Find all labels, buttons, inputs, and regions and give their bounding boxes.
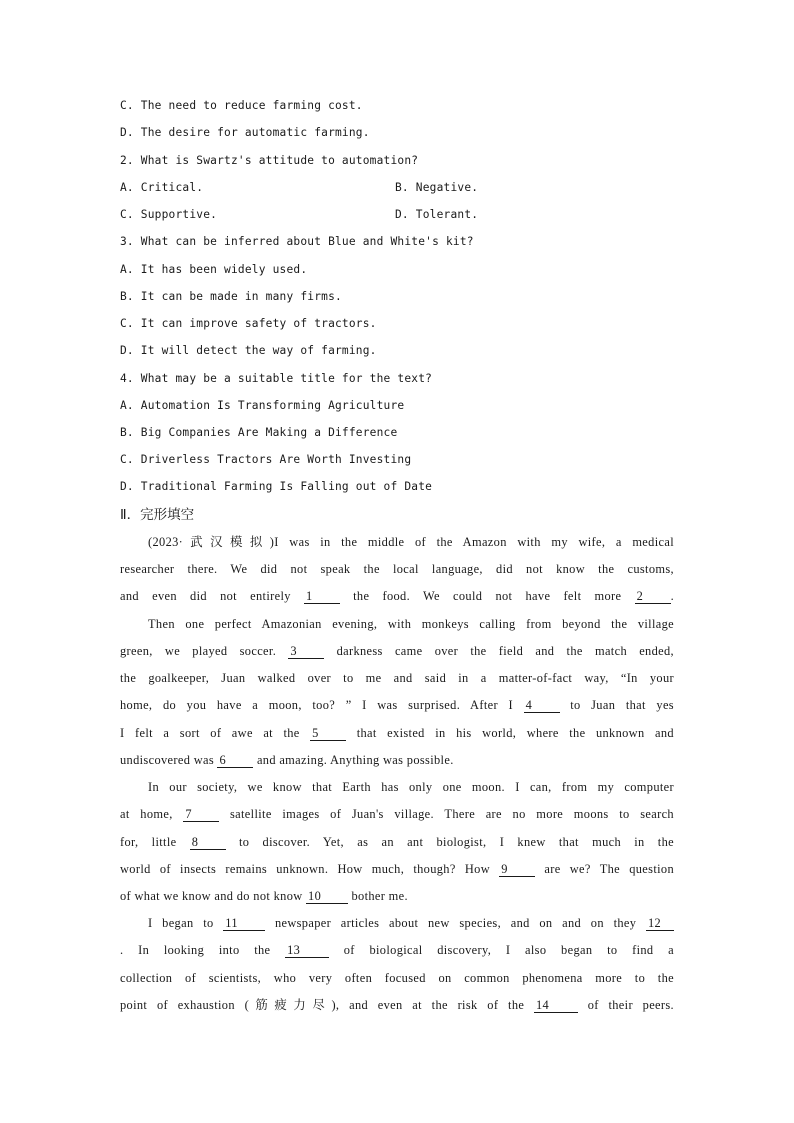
passage-line [120, 997, 674, 1013]
passage-text: . [670, 589, 675, 603]
cloze-blank-4[interactable]: 4 [524, 698, 560, 713]
passage-text: green, we played soccer. [120, 644, 277, 658]
q2-option-a: A. Critical. [120, 181, 204, 194]
passage-text: point of exhaustion (筋疲力尽), and even at the risk of the [120, 998, 525, 1012]
q4-option-d: D. Traditional Farming Is Falling out of Date [120, 480, 433, 493]
passage-line: collection of scientists, who very often focused on common phenomena more to the [120, 971, 674, 985]
passage-text: the food. We could not have felt more [353, 589, 622, 603]
passage-line: In our society, we know that Earth has only one moon. I can, from my computer [148, 780, 674, 794]
passage-text: satellite images of Juan's village. There are no more moons to search [229, 807, 674, 821]
question-3: 3. What can be inferred about Blue and White's kit? [120, 235, 474, 248]
q2-option-b: B. Negative. [395, 181, 479, 194]
passage-text: for, little [120, 835, 177, 849]
passage-text: of their peers. [587, 998, 674, 1012]
passage-text: to discover. Yet, as an ant biologist, I knew that much in the [238, 835, 674, 849]
cloze-blank-2[interactable]: 2 [635, 589, 671, 604]
passage-line: Then one perfect Amazonian evening, with monkeys calling from beyond the village [148, 617, 674, 631]
passage-line [120, 643, 674, 659]
passage-line [120, 725, 674, 741]
passage-text: newspaper articles about new species, and on and on they [274, 916, 637, 930]
passage-text: of biological discovery, I also began to find a [343, 943, 674, 957]
cloze-blank-11[interactable]: 11 [223, 916, 265, 931]
q3-option-c: C. It can improve safety of tractors. [120, 317, 377, 330]
cloze-blank-3[interactable]: 3 [288, 644, 324, 659]
q3-option-a: A. It has been widely used. [120, 263, 308, 276]
section-heading: Ⅱ．完形填空 [120, 507, 195, 523]
cloze-blank-14[interactable]: 14 [534, 998, 578, 1013]
passage-text: world of insects remains unknown. How much, though? How [120, 862, 491, 876]
passage-text: darkness came over the field and the match ended, [336, 644, 674, 658]
passage-text: bother me. [351, 889, 408, 903]
cloze-blank-8[interactable]: 8 [190, 835, 226, 850]
passage-line [120, 861, 674, 877]
question-2: 2. What is Swartz's attitude to automation? [120, 154, 419, 167]
q4-option-c: C. Driverless Tractors Are Worth Investing [120, 453, 412, 466]
passage-text: and even did not entirely [120, 589, 291, 603]
cloze-blank-9[interactable]: 9 [499, 862, 535, 877]
q4-option-b: B. Big Companies Are Making a Difference [120, 426, 398, 439]
cloze-blank-10[interactable]: 10 [306, 889, 348, 904]
passage-line [120, 834, 674, 850]
passage-line: researcher there. We did not speak the local language, did not know the customs, [120, 562, 674, 576]
passage-line [120, 806, 674, 822]
q3-option-d: D. It will detect the way of farming. [120, 344, 377, 357]
passage-line [120, 697, 674, 713]
passage-text: of what we know and do not know [120, 889, 303, 903]
q2-option-c: C. Supportive. [120, 208, 218, 221]
passage-text: that existed in his world, where the unknown and [356, 726, 674, 740]
passage-text: I began to [148, 916, 214, 930]
cloze-blank-1[interactable]: 1 [304, 589, 340, 604]
q4-option-a: A. Automation Is Transforming Agriculture [120, 399, 405, 412]
passage-line [148, 915, 674, 931]
passage-text: to Juan that yes [570, 698, 674, 712]
passage-text: and amazing. Anything was possible. [256, 753, 454, 767]
q1-option-d: D. The desire for automatic farming. [120, 126, 370, 139]
cloze-blank-7[interactable]: 7 [183, 807, 219, 822]
cloze-blank-13[interactable]: 13 [285, 943, 329, 958]
passage-text: at home, [120, 807, 173, 821]
q3-option-b: B. It can be made in many firms. [120, 290, 342, 303]
q1-option-c: C. The need to reduce farming cost. [120, 99, 363, 112]
cloze-blank-12[interactable]: 12 [646, 916, 674, 931]
passage-line: (2023·武汉模拟)I was in the middle of the Amazon with my wife, a medical [148, 535, 674, 549]
passage-line: the goalkeeper, Juan walked over to me and said in a matter-of-fact way, “In your [120, 671, 674, 685]
passage-line [120, 752, 674, 768]
cloze-blank-5[interactable]: 5 [310, 726, 346, 741]
cloze-blank-6[interactable]: 6 [217, 753, 253, 768]
passage-text: are we? The question [544, 862, 674, 876]
passage-text: I felt a sort of awe at the [120, 726, 300, 740]
passage-text: home, do you have a moon, too? ” I was surprised. After I [120, 698, 514, 712]
passage-line [120, 588, 674, 604]
passage-line [120, 942, 674, 958]
passage-text: undiscovered was [120, 753, 215, 767]
passage-text: . In looking into the [120, 943, 271, 957]
question-4: 4. What may be a suitable title for the text? [120, 372, 433, 385]
passage-line [120, 888, 674, 904]
q2-option-d: D. Tolerant. [395, 208, 479, 221]
